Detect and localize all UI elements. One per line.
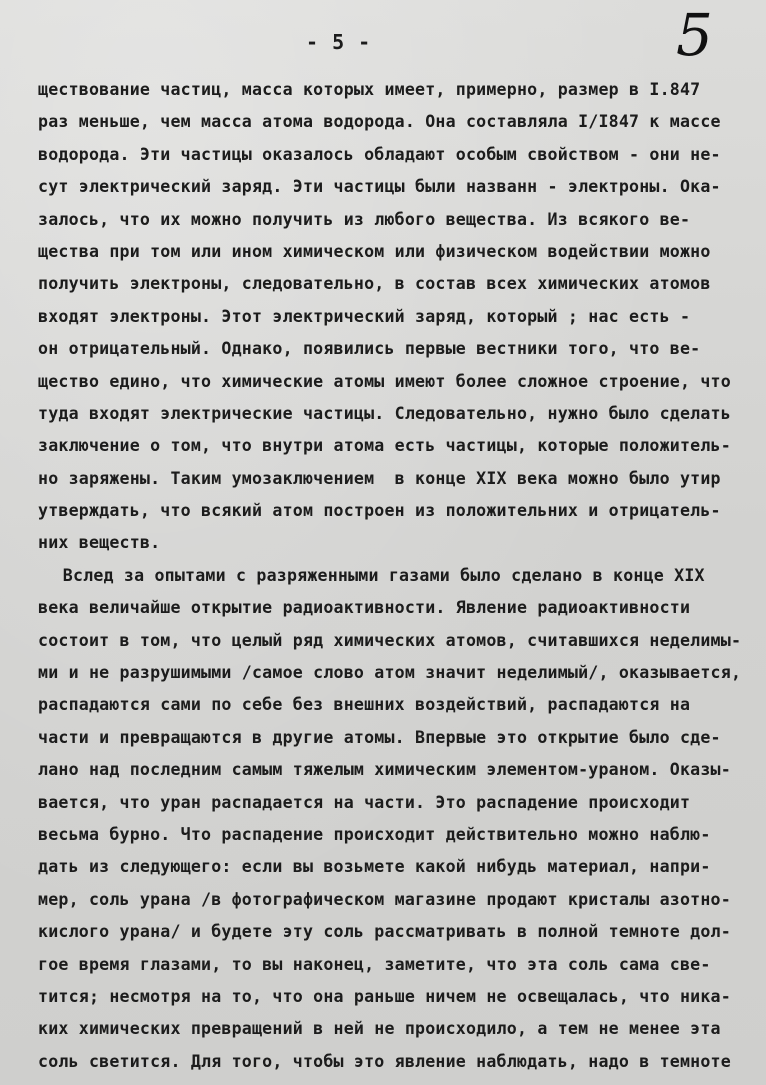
text-line: состоит в том, что целый ряд химических атомов, считавшихся неделимы- [38, 630, 742, 650]
text-line: залось, что их можно получить из любого вещества. Из всякого ве- [38, 209, 691, 229]
text-line: века величайше открытие радиоактивности. Явление радиоактивности [38, 598, 691, 618]
text-line: гое время глазами, то вы наконец, заметите, что эта соль сама све- [38, 954, 711, 974]
text-line: входят электроны. Этот электрический заряд, который ; нас есть - [38, 306, 691, 326]
text-line: сут электрический заряд. Эти частицы были названн - электроны. Ока- [38, 177, 721, 197]
text-line: он отрицательный. Однако, появились первые вестники того, что ве- [38, 339, 701, 359]
text-line: тится; несмотря на то, что она раньше ничем не освещалась, что ника- [38, 986, 731, 1006]
text-line: кислого урана/ и будете эту соль рассматривать в полной темноте дол- [38, 922, 731, 942]
text-line: получить электроны, следовательно, в состав всех химических атомов [38, 274, 711, 294]
handwritten-page-number: 5 [676, 1, 713, 69]
text-line: ществование частиц, масса которых имеет, примерно, размер в I.847 [38, 80, 701, 99]
text-line: мер, соль урана /в фотографическом магазине продают кристалы азотно- [38, 889, 731, 909]
text-line: раз меньше, чем масса атома водорода. Она составляла I/I847 к массе [38, 112, 721, 132]
text-line: туда входят электрические частицы. Следовательно, нужно было сделать [38, 403, 731, 423]
text-line: Вслед за опытами с разряженными газами было сделано в конце XIX [22, 565, 705, 585]
page-number: - 5 - [306, 30, 372, 54]
text-line: весьма бурно. Что распадение происходит действительно можно наблю- [38, 824, 711, 844]
text-line: водорода. Эти частицы оказалось обладают особым свойством - они не- [38, 144, 721, 164]
text-line: ми и не разрушимыми /самое слово атом значит неделимый/, оказывается, [38, 663, 742, 683]
text-line: но заряжены. Таким умозаключением в конце XIX века можно было утир [38, 468, 721, 488]
text-line: щество едино, что химические атомы имеют более сложное строение, что [38, 371, 731, 391]
text-line: распадаются сами по себе без внешних воздействий, распадаются на [38, 695, 691, 715]
text-line: них веществ. [38, 533, 161, 553]
text-line: заключение о том, что внутри атома есть частицы, которые положитель- [38, 436, 731, 456]
text-line: лано над последним самым тяжелым химическим элементом-ураном. Оказы- [38, 760, 731, 780]
text-line: вается, что уран распадается на части. Это распадение происходит [38, 792, 691, 812]
text-line: части и превращаются в другие атомы. Впервые это открытие было сде- [38, 727, 721, 747]
text-line: соль светится. Для того, чтобы это явление наблюдать, надо в темноте [38, 1051, 731, 1071]
body-text [0, 74, 766, 1078]
text-line: дать из следующего: если вы возьмете какой нибудь материал, напри- [38, 857, 711, 877]
text-line: утверждать, что всякий атом построен из положительних и отрицатель- [38, 501, 721, 521]
text-line: ких химических превращений в ней не происходило, а тем не менее эта [38, 1019, 721, 1039]
text-line: щества при том или ином химическом или физическом водействии можно [38, 241, 711, 261]
